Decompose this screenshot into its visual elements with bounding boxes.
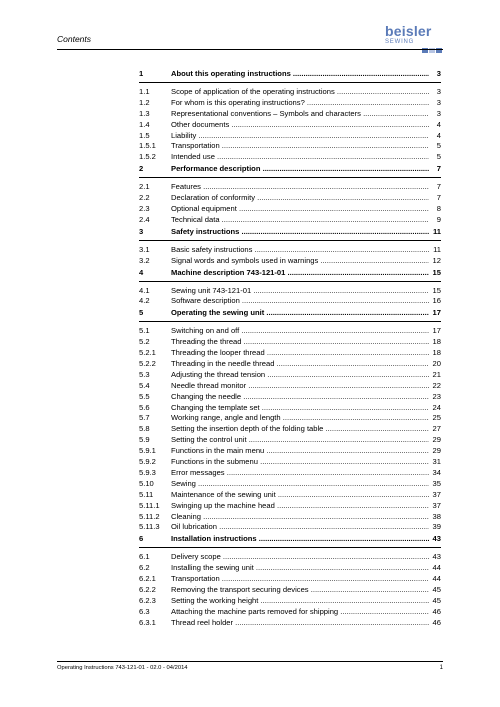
toc-entry-page: 39: [432, 522, 441, 532]
toc-entry[interactable]: [139, 245, 441, 256]
toc-entry-title: Safety instructions .....: [171, 226, 429, 238]
toc-entry-number: 2.1: [139, 182, 150, 192]
toc-entry-number: 2.3: [139, 204, 150, 214]
toc-entry-number: 4: [139, 267, 144, 277]
toc-entry-number: 3.1: [139, 244, 150, 254]
toc-entry-page: 24: [432, 402, 441, 412]
toc-entry-page: 7: [436, 182, 441, 192]
toc-entry[interactable]: [139, 479, 441, 490]
toc-entry-title: Switching on and off .....: [171, 326, 429, 337]
toc-entry-page: 3: [436, 69, 441, 78]
toc-entry-page: 18: [432, 348, 441, 358]
toc-entry-number: 5.9.3: [139, 467, 156, 477]
toc-entry-number: 1.2: [139, 97, 150, 107]
toc-entry-number: 5.8: [139, 424, 150, 434]
toc-section: [139, 307, 441, 533]
toc-entry-page: 11: [433, 244, 441, 254]
toc-entry[interactable]: [139, 131, 441, 142]
chapter-divider: [139, 240, 441, 241]
toc-entry-number: 5.4: [139, 380, 150, 390]
toc-entry[interactable]: [139, 109, 441, 120]
toc-entry-page: 3: [436, 108, 441, 118]
toc-entry-title: Other documents .....: [171, 120, 429, 131]
toc-entry-page: 29: [432, 446, 441, 456]
toc-entry-page: 4: [436, 130, 441, 140]
toc-entry-title: Changing the needle .....: [171, 392, 429, 403]
toc-entry-number: 4.1: [139, 285, 150, 295]
toc-entry-page: 45: [432, 584, 441, 594]
toc-entry-number: 6: [139, 534, 144, 544]
toc-entry-page: 46: [432, 606, 441, 616]
toc-entry-number: 5.9.1: [139, 446, 156, 456]
toc-entry[interactable]: [139, 424, 441, 435]
footer-page-number: 1: [439, 665, 443, 671]
toc-entry-page: 38: [432, 511, 441, 521]
toc-entry-title: Threading the thread .....: [171, 337, 429, 348]
toc-entry[interactable]: [139, 256, 441, 267]
toc-entry-page: 20: [432, 359, 441, 369]
toc-entry-number: 5.9: [139, 435, 150, 445]
toc-entry-page: 3: [436, 97, 441, 107]
toc-entry-number: 3: [139, 226, 144, 236]
toc-entry-number: 1: [139, 69, 144, 78]
toc-entry[interactable]: [139, 596, 441, 607]
toc-entry-title: Maintenance of the sewing unit .....: [171, 490, 429, 501]
toc-section: [139, 226, 441, 267]
toc-entry-number: 2.2: [139, 193, 150, 203]
toc-entry-title: Setting the control unit .....: [171, 435, 429, 446]
toc-entry-title: Changing the template set .....: [171, 403, 429, 414]
toc-entry-title: Threading the looper thread .....: [171, 348, 429, 359]
toc-chapter-heading[interactable]: [139, 68, 441, 80]
toc-entry-title: Sewing .....: [171, 479, 429, 490]
logo-subtitle: SEWING: [385, 39, 415, 45]
toc-entry-page: 4: [436, 119, 441, 129]
toc-entry[interactable]: [139, 204, 441, 215]
toc-entry[interactable]: [139, 392, 441, 403]
toc-entry-number: 4.2: [139, 296, 150, 306]
toc-entry-page: 34: [432, 467, 441, 477]
toc-section: [139, 533, 441, 628]
toc-entry-number: 5.2.1: [139, 348, 156, 358]
toc-entry-number: 5.6: [139, 402, 150, 412]
toc-entry-page: 21: [432, 369, 441, 379]
toc-entry-page: 7: [436, 164, 441, 174]
toc-entry-page: 16: [432, 296, 441, 306]
toc-entry-page: 5: [436, 141, 441, 151]
toc-entry-number: 5.9.2: [139, 457, 156, 467]
toc-entry-title: Features .....: [171, 182, 429, 193]
toc-entry-number: 5.7: [139, 413, 150, 423]
toc-entry-number: 2.4: [139, 214, 150, 224]
toc-chapter-heading[interactable]: [139, 533, 441, 545]
toc-section: [139, 267, 441, 308]
toc-section: [139, 68, 441, 163]
logo-wordmark: beisler: [385, 23, 432, 39]
toc-entry-title: Functions in the main menu .....: [171, 446, 429, 457]
footer-divider: [57, 661, 443, 662]
toc-entry-title: Optional equipment .....: [171, 204, 429, 215]
toc-entry-page: 18: [432, 337, 441, 347]
toc-entry-title: Sewing unit 743-121-01 .....: [171, 286, 429, 297]
toc-entry-title: Intended use .....: [171, 152, 429, 163]
toc-entry-title: Thread reel holder .....: [171, 618, 429, 629]
toc-entry[interactable]: [139, 435, 441, 446]
toc-entry-number: 6.2.3: [139, 595, 156, 605]
toc-entry-number: 1.3: [139, 108, 150, 118]
header-divider: [57, 49, 443, 50]
toc-entry[interactable]: [139, 286, 441, 297]
toc-entry-page: 44: [432, 563, 441, 573]
toc-entry-title: Transportation .....: [171, 574, 429, 585]
toc-entry[interactable]: [139, 552, 441, 563]
toc-entry[interactable]: [139, 446, 441, 457]
toc-entry-page: 8: [436, 204, 441, 214]
toc-entry[interactable]: [139, 512, 441, 523]
toc-entry-title: Signal words and symbols used in warnings .....: [171, 256, 429, 267]
chapter-divider: [139, 177, 441, 178]
toc-entry-page: 46: [432, 617, 441, 627]
toc-entry-number: 1.4: [139, 119, 150, 129]
chapter-divider: [139, 547, 441, 548]
toc-entry[interactable]: [139, 574, 441, 585]
toc-entry-title: Setting the working height .....: [171, 596, 429, 607]
toc-entry-page: 11: [432, 226, 441, 236]
toc-entry-page: 17: [432, 308, 441, 318]
toc-entry[interactable]: [139, 607, 441, 618]
toc-entry-page: 37: [432, 500, 441, 510]
toc-entry[interactable]: [139, 98, 441, 109]
toc-entry[interactable]: [139, 501, 441, 512]
toc-entry[interactable]: [139, 326, 441, 337]
toc-entry-title: Setting the insertion depth of the folding table .....: [171, 424, 429, 435]
toc-entry-title: About this operating instructions .....: [171, 68, 429, 80]
toc-entry[interactable]: [139, 348, 441, 359]
toc-entry-title: Performance description .....: [171, 163, 429, 175]
toc-entry-number: 6.1: [139, 552, 150, 562]
toc-entry-number: 6.2: [139, 563, 150, 573]
toc-entry-title: Transportation .....: [171, 141, 429, 152]
toc-entry-number: 1.5: [139, 130, 150, 140]
toc-entry-number: 5: [139, 308, 144, 318]
toc-entry-page: 9: [436, 214, 441, 224]
toc-entry-number: 2: [139, 164, 144, 174]
toc-entry[interactable]: [139, 563, 441, 574]
toc-entry-page: 27: [432, 424, 441, 434]
toc-entry-title: Installation instructions .....: [171, 533, 429, 545]
toc-entry-title: Delivery scope .....: [171, 552, 429, 563]
toc-entry-page: 15: [432, 267, 441, 277]
toc-entry-number: 5.10: [139, 478, 154, 488]
toc-entry-page: 12: [432, 255, 441, 265]
toc-entry-title: Technical data .....: [171, 215, 429, 226]
toc-entry-number: 5.2: [139, 337, 150, 347]
toc-entry-page: 45: [432, 595, 441, 605]
toc-chapter-heading[interactable]: [139, 226, 441, 238]
toc-entry-title: Attaching the machine parts removed for shipping .....: [171, 607, 429, 618]
toc-entry-page: 3: [436, 87, 441, 96]
toc-entry-title: Cleaning .....: [171, 512, 429, 523]
toc-entry-number: 6.2.2: [139, 584, 156, 594]
toc-entry-title: Oil lubrication .....: [171, 522, 429, 533]
toc-entry[interactable]: [139, 215, 441, 226]
toc-entry-number: 6.2.1: [139, 574, 156, 584]
toc-entry[interactable]: [139, 381, 441, 392]
toc-entry-title: Machine description 743-121-01 .....: [171, 267, 429, 279]
toc-entry-number: 5.11.1: [139, 500, 160, 510]
toc-entry[interactable]: [139, 522, 441, 533]
footer-document-info: Operating Instructions 743-121-01 - 02.0 - 04/2014: [57, 665, 188, 671]
chapter-divider: [139, 321, 441, 322]
toc-entry[interactable]: [139, 359, 441, 370]
toc-entry-title: Scope of application of the operating instructions .....: [171, 87, 429, 98]
chapter-divider: [139, 82, 441, 83]
toc-entry[interactable]: [139, 296, 441, 307]
toc-entry[interactable]: [139, 141, 441, 152]
toc-entry-title: Adjusting the thread tension .....: [171, 370, 429, 381]
toc-entry-page: 43: [432, 534, 441, 544]
toc-entry-title: Error messages .....: [171, 468, 429, 479]
toc-entry-title: Liability .....: [171, 131, 429, 142]
toc-entry[interactable]: [139, 193, 441, 204]
toc-entry-number: 5.1: [139, 326, 150, 336]
toc-entry-title: Needle thread monitor .....: [171, 381, 429, 392]
chapter-divider: [139, 281, 441, 282]
toc-entry-number: 6.3: [139, 606, 150, 616]
toc-entry[interactable]: [139, 182, 441, 193]
toc-entry-page: 23: [432, 391, 441, 401]
toc-chapter-heading[interactable]: [139, 307, 441, 319]
toc-entry-page: 44: [432, 574, 441, 584]
toc-entry-page: 15: [432, 285, 441, 295]
toc-entry-title: Installing the sewing unit .....: [171, 563, 429, 574]
toc-entry-number: 1.5.2: [139, 152, 156, 162]
beisler-logo: [383, 23, 443, 49]
toc-entry-page: 29: [432, 435, 441, 445]
toc-entry-page: 31: [432, 457, 441, 467]
toc-entry-number: 1.1: [139, 87, 150, 96]
toc-entry-title: Basic safety instructions .....: [171, 245, 429, 256]
toc-entry[interactable]: [139, 120, 441, 131]
toc-entry-title: Representational conventions – Symbols and characters .....: [171, 109, 429, 120]
toc-entry-title: Swinging up the machine head .....: [171, 501, 429, 512]
toc-entry-title: Threading in the needle thread .....: [171, 359, 429, 370]
toc-entry-title: Operating the sewing unit .....: [171, 307, 429, 319]
toc-chapter-heading[interactable]: [139, 267, 441, 279]
toc-entry[interactable]: [139, 337, 441, 348]
toc-entry-number: 6.3.1: [139, 617, 156, 627]
toc-entry-number: 5.11.2: [139, 511, 160, 521]
table-of-contents: [139, 68, 441, 629]
toc-entry-page: 7: [436, 193, 441, 203]
toc-entry-page: 22: [432, 380, 441, 390]
toc-entry-page: 5: [436, 152, 441, 162]
toc-entry-number: 5.5: [139, 391, 150, 401]
toc-entry-title: Functions in the submenu .....: [171, 457, 429, 468]
toc-section: [139, 163, 441, 226]
toc-entry[interactable]: [139, 152, 441, 163]
toc-entry-page: 43: [432, 552, 441, 562]
toc-entry-number: 5.11.3: [139, 522, 160, 532]
toc-entry[interactable]: [139, 87, 441, 98]
logo-squares-icon: [421, 40, 443, 46]
toc-entry[interactable]: [139, 370, 441, 381]
toc-entry-title: Declaration of conformity .....: [171, 193, 429, 204]
toc-entry-title: Working range, angle and length .....: [171, 413, 429, 424]
page-header-title: Contents: [57, 34, 92, 44]
toc-entry-title: Software description .....: [171, 296, 429, 307]
toc-entry[interactable]: [139, 490, 441, 501]
toc-entry[interactable]: [139, 457, 441, 468]
toc-entry-title: Removing the transport securing devices .....: [171, 585, 429, 596]
toc-entry-page: 37: [432, 489, 441, 499]
toc-entry-number: 5.3: [139, 369, 150, 379]
toc-entry-title: For whom is this operating instructions? .....: [171, 98, 429, 109]
toc-entry[interactable]: [139, 618, 441, 629]
toc-entry[interactable]: [139, 468, 441, 479]
toc-entry[interactable]: [139, 413, 441, 424]
toc-entry-page: 17: [432, 326, 441, 336]
toc-entry-number: 1.5.1: [139, 141, 156, 151]
toc-chapter-heading[interactable]: [139, 163, 441, 175]
toc-entry-page: 35: [432, 478, 441, 488]
toc-entry-page: 25: [432, 413, 441, 423]
toc-entry-number: 5.2.2: [139, 359, 156, 369]
toc-entry-number: 5.11: [139, 489, 154, 499]
toc-entry[interactable]: [139, 403, 441, 414]
toc-entry-number: 3.2: [139, 255, 150, 265]
toc-entry[interactable]: [139, 585, 441, 596]
